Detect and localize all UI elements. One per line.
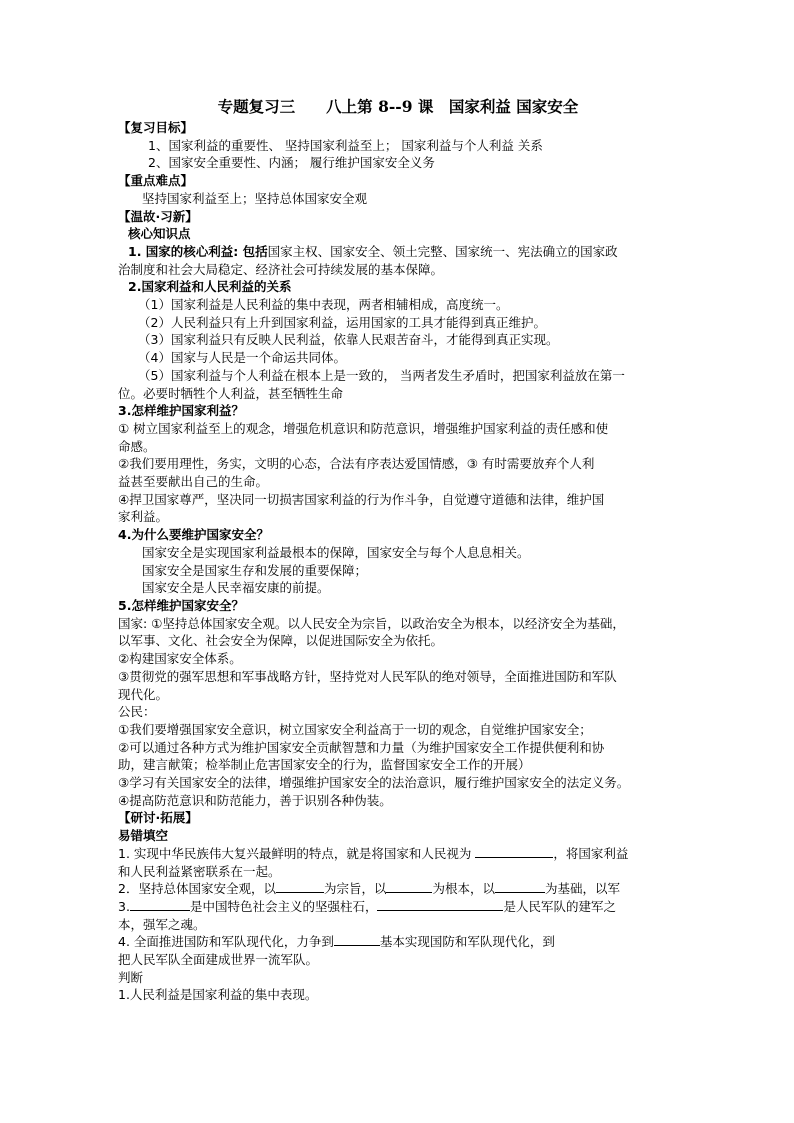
q3-line: 命感。 <box>118 438 156 454</box>
fill-text: 是中国特色社会主义的坚强柱石， <box>189 898 378 914</box>
fill-text: 是人民军队的建军之 <box>503 898 616 914</box>
fill-question-2 <box>118 880 678 898</box>
q5-line: ②构建国家安全体系。 <box>118 651 242 667</box>
q5-heading: 5.怎样维护国家安全？ <box>118 597 244 613</box>
q4-heading: 4.为什么要维护国家安全？ <box>118 527 269 543</box>
goal-item: 2、国家安全重要性、内涵； 履行维护国家安全义务 <box>148 155 435 171</box>
q5-line: 国家: ①坚持总体国家安全观。以人民安全为宗旨，以政治安全为根本，以经济安全为基础， <box>118 615 625 631</box>
q5-line: 助，建言献策；检举制止危害国家安全的行为，监督国家安全工作的开展） <box>118 757 531 773</box>
section-heading-review: 【温故·习新】 <box>118 208 198 224</box>
q5-line: ②可以通过各种方式为维护国家安全贡献智慧和力量（为维护国家安全工作提供便利和协 <box>118 739 605 755</box>
q3-line: 益甚至要献出自己的生命。 <box>118 474 269 490</box>
section-heading-explore: 【研讨·拓展】 <box>118 810 198 826</box>
q4-line: 国家安全是人民幸福安康的前提。 <box>142 580 330 596</box>
paragraph-q1 <box>118 243 678 261</box>
q5-line: 公民： <box>118 704 156 720</box>
fill-text: 为根本，以 <box>432 881 495 897</box>
q5-line: 现代化。 <box>118 686 169 702</box>
fill-text: ，将国家利益 <box>553 845 629 861</box>
q5-line: ③贯彻党的强军思想和军事战略方针，坚持党对人民军队的绝对领导，全面推进国防和军队 <box>118 668 617 684</box>
goal-item: 1、国家利益的重要性、 坚持国家利益至上； 国家利益与个人利益 关系 <box>148 137 543 153</box>
q2-heading: 2.国家利益和人民利益的关系 <box>128 279 292 295</box>
blank-field[interactable] <box>386 880 432 893</box>
blank-field[interactable] <box>130 898 190 911</box>
judge-item: 1.人民利益是国家利益的集中表现。 <box>118 987 318 1003</box>
fill-text: 3. <box>118 898 130 914</box>
list-item: （4）国家与人民是一个命运共同体。 <box>138 350 346 366</box>
q5-line: ①我们要增强国家安全意识，树立国家安全利益高于一切的观念，自觉维护国家安全； <box>118 721 592 737</box>
q3-line: ① 树立国家利益至上的观念，增强危机意识和防范意识，增强维护国家利益的责任感和使 <box>118 420 609 436</box>
q3-heading: 3.怎样维护国家利益？ <box>118 403 244 419</box>
blank-field[interactable] <box>334 933 380 946</box>
blank-field[interactable] <box>276 880 324 893</box>
page-title: 专题复习三 八上第 8--9 课 国家利益 国家安全 <box>217 97 579 116</box>
fill-text: 为宗旨，以 <box>323 881 387 897</box>
section-heading-key: 【重点难点】 <box>118 173 194 189</box>
fill-text: 为基础，以军 <box>545 881 621 897</box>
list-item: （3）国家利益只有反映人民利益，依靠人民艰苦奋斗，才能得到真正实现。 <box>138 332 559 348</box>
q3-line: ④捍卫国家尊严，坚决同一切损害国家利益的行为作斗争，自觉遵守道德和法律，维护国 <box>118 491 605 507</box>
blank-field[interactable] <box>495 880 545 893</box>
fill-question-1 <box>118 845 678 863</box>
document-page <box>118 96 678 1004</box>
q3-line: 家利益。 <box>118 509 169 525</box>
fill-text: 4. 全面推进国防和军队现代化，力争到 <box>118 934 334 950</box>
q1-text: 国家主权、国家安全、领土完整、国家统一、宪法确立的国家政 <box>267 243 618 259</box>
paragraph-q1-cont: 治制度和社会大局稳定、经济社会可持续发展的基本保障。 <box>118 261 444 277</box>
list-item: （2）人民利益只有上升到国家利益，运用国家的工具才能得到真正维护。 <box>138 314 546 330</box>
q5-line: ④提高防范意识和防范能力，善于识别各种伪装。 <box>118 792 392 808</box>
list-item-cont: 位。必要时牺牲个人利益，甚至牺牲生命 <box>118 385 344 401</box>
blank-field[interactable] <box>475 845 553 858</box>
q4-line: 国家安全是国家生存和发展的重要保障； <box>142 562 368 578</box>
subheading-judge: 判断 <box>118 969 144 985</box>
key-text: 坚持国家利益至上；坚持总体国家安全观 <box>142 190 368 206</box>
q4-line: 国家安全是实现国家利益最根本的保障，国家安全与每个人息息相关。 <box>142 544 530 560</box>
fill-question-3-cont: 本，强军之魂。 <box>118 916 206 932</box>
fill-text: 2．坚持总体国家安全观，以 <box>118 881 276 897</box>
blank-field[interactable] <box>377 898 503 911</box>
fill-text: 基本实现国防和军队现代化，到 <box>379 934 555 950</box>
q3-line: ②我们要用理性，务实，文明的心态，合法有序表达爱国情感，③ 有时需要放弃个人利 <box>118 456 595 472</box>
q1-label: 1. 国家的核心利益: 包括 <box>128 243 268 259</box>
subheading-fill: 易错填空 <box>118 828 169 844</box>
fill-question-4 <box>118 933 678 951</box>
fill-question-3 <box>118 898 678 916</box>
fill-question-4-cont: 把人民军队全面建成世界一流军队。 <box>118 952 319 968</box>
q5-line: ③学习有关国家安全的法律，增强维护国家安全的法治意识，履行维护国家安全的法定义务。 <box>118 775 630 791</box>
fill-text: 1. 实现中华民族伟大复兴最鲜明的特点，就是将国家和人民视为 <box>118 845 472 861</box>
list-item: （5）国家利益与个人利益在根本上是一致的， 当两者发生矛盾时，把国家利益放在第一 <box>138 367 625 383</box>
list-item: （1）国家利益是人民利益的集中表现，两者相辅相成，高度统一。 <box>138 297 509 313</box>
q5-line: 以军事、文化、社会安全为保障，以促进国际安全为依托。 <box>118 633 444 649</box>
fill-question-1-cont: 和人民利益紧密联系在一起。 <box>118 863 281 879</box>
section-heading-goals: 【复习目标】 <box>118 120 194 135</box>
subheading-core: 核心知识点 <box>128 226 191 242</box>
